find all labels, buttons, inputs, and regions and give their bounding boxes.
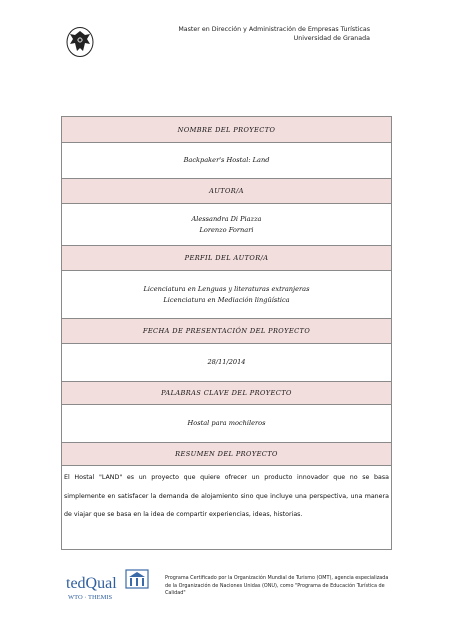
nombre-header	[62, 117, 391, 142]
nombre-cell	[62, 142, 391, 178]
resumen-label: RESUMEN DEL PROYECTO	[175, 450, 278, 458]
autor-label: AUTOR/A	[209, 187, 244, 195]
autor-cell	[62, 203, 391, 245]
fecha-header	[62, 318, 391, 343]
palabras-header	[62, 381, 391, 404]
project-table	[61, 116, 392, 550]
nombre-label: NOMBRE DEL PROYECTO	[177, 125, 276, 134]
university-seal-icon	[65, 26, 95, 58]
header-master: Master en Dirección y Administración de Empresas Turísticas	[178, 26, 370, 33]
resumen-header	[62, 442, 391, 465]
header-university: Universidad de Granada	[293, 35, 370, 42]
nombre-value: Backpaker's Hostal: Land	[183, 156, 270, 164]
palabras-value: Hostal para mochileros	[187, 419, 266, 427]
logo-sub-text: WTO · THEMIS	[68, 594, 113, 601]
autor-name-2: Lorenzo Fornari	[199, 225, 254, 234]
tedqual-logo-icon	[66, 568, 158, 604]
palabras-cell	[62, 404, 391, 442]
fecha-value: 28/11/2014	[207, 358, 246, 366]
perfil-label: PERFIL DEL AUTOR/A	[184, 254, 269, 262]
header-institution	[178, 25, 370, 43]
resumen-text: El Hostal "LAND" es un proyecto que quiere ofrecer un producto innovador que no se basa simplemente en satisfacer la demanda de alojamiento sino que incluye una perspectiva, una manera de viajar que se basa en la idea de compartir experiencias, ideas, historias.	[62, 465, 391, 549]
fecha-cell	[62, 343, 391, 381]
fecha-label: FECHA DE PRESENTACIÓN DEL PROYECTO	[142, 327, 311, 335]
palabras-label: PALABRAS CLAVE DEL PROYECTO	[161, 389, 292, 397]
perfil-line-1: Licenciatura en Lenguas y literaturas extranjeras	[143, 284, 310, 293]
perfil-line-2: Licenciatura en Mediación lingüística	[163, 295, 290, 304]
autor-name-1: Alessandra Di Piazza	[191, 214, 262, 223]
logo-main-text: tedQual	[66, 575, 117, 592]
perfil-cell	[62, 270, 391, 318]
perfil-header	[62, 245, 391, 270]
footer-certification: Programa Certificado por la Organización Mundial de Turismo (OMT), agencia especializada de la Organización de Naciones Unidas (ONU), como "Programa de Educación Turística de Calidad"	[165, 575, 389, 597]
autor-header	[62, 178, 391, 203]
